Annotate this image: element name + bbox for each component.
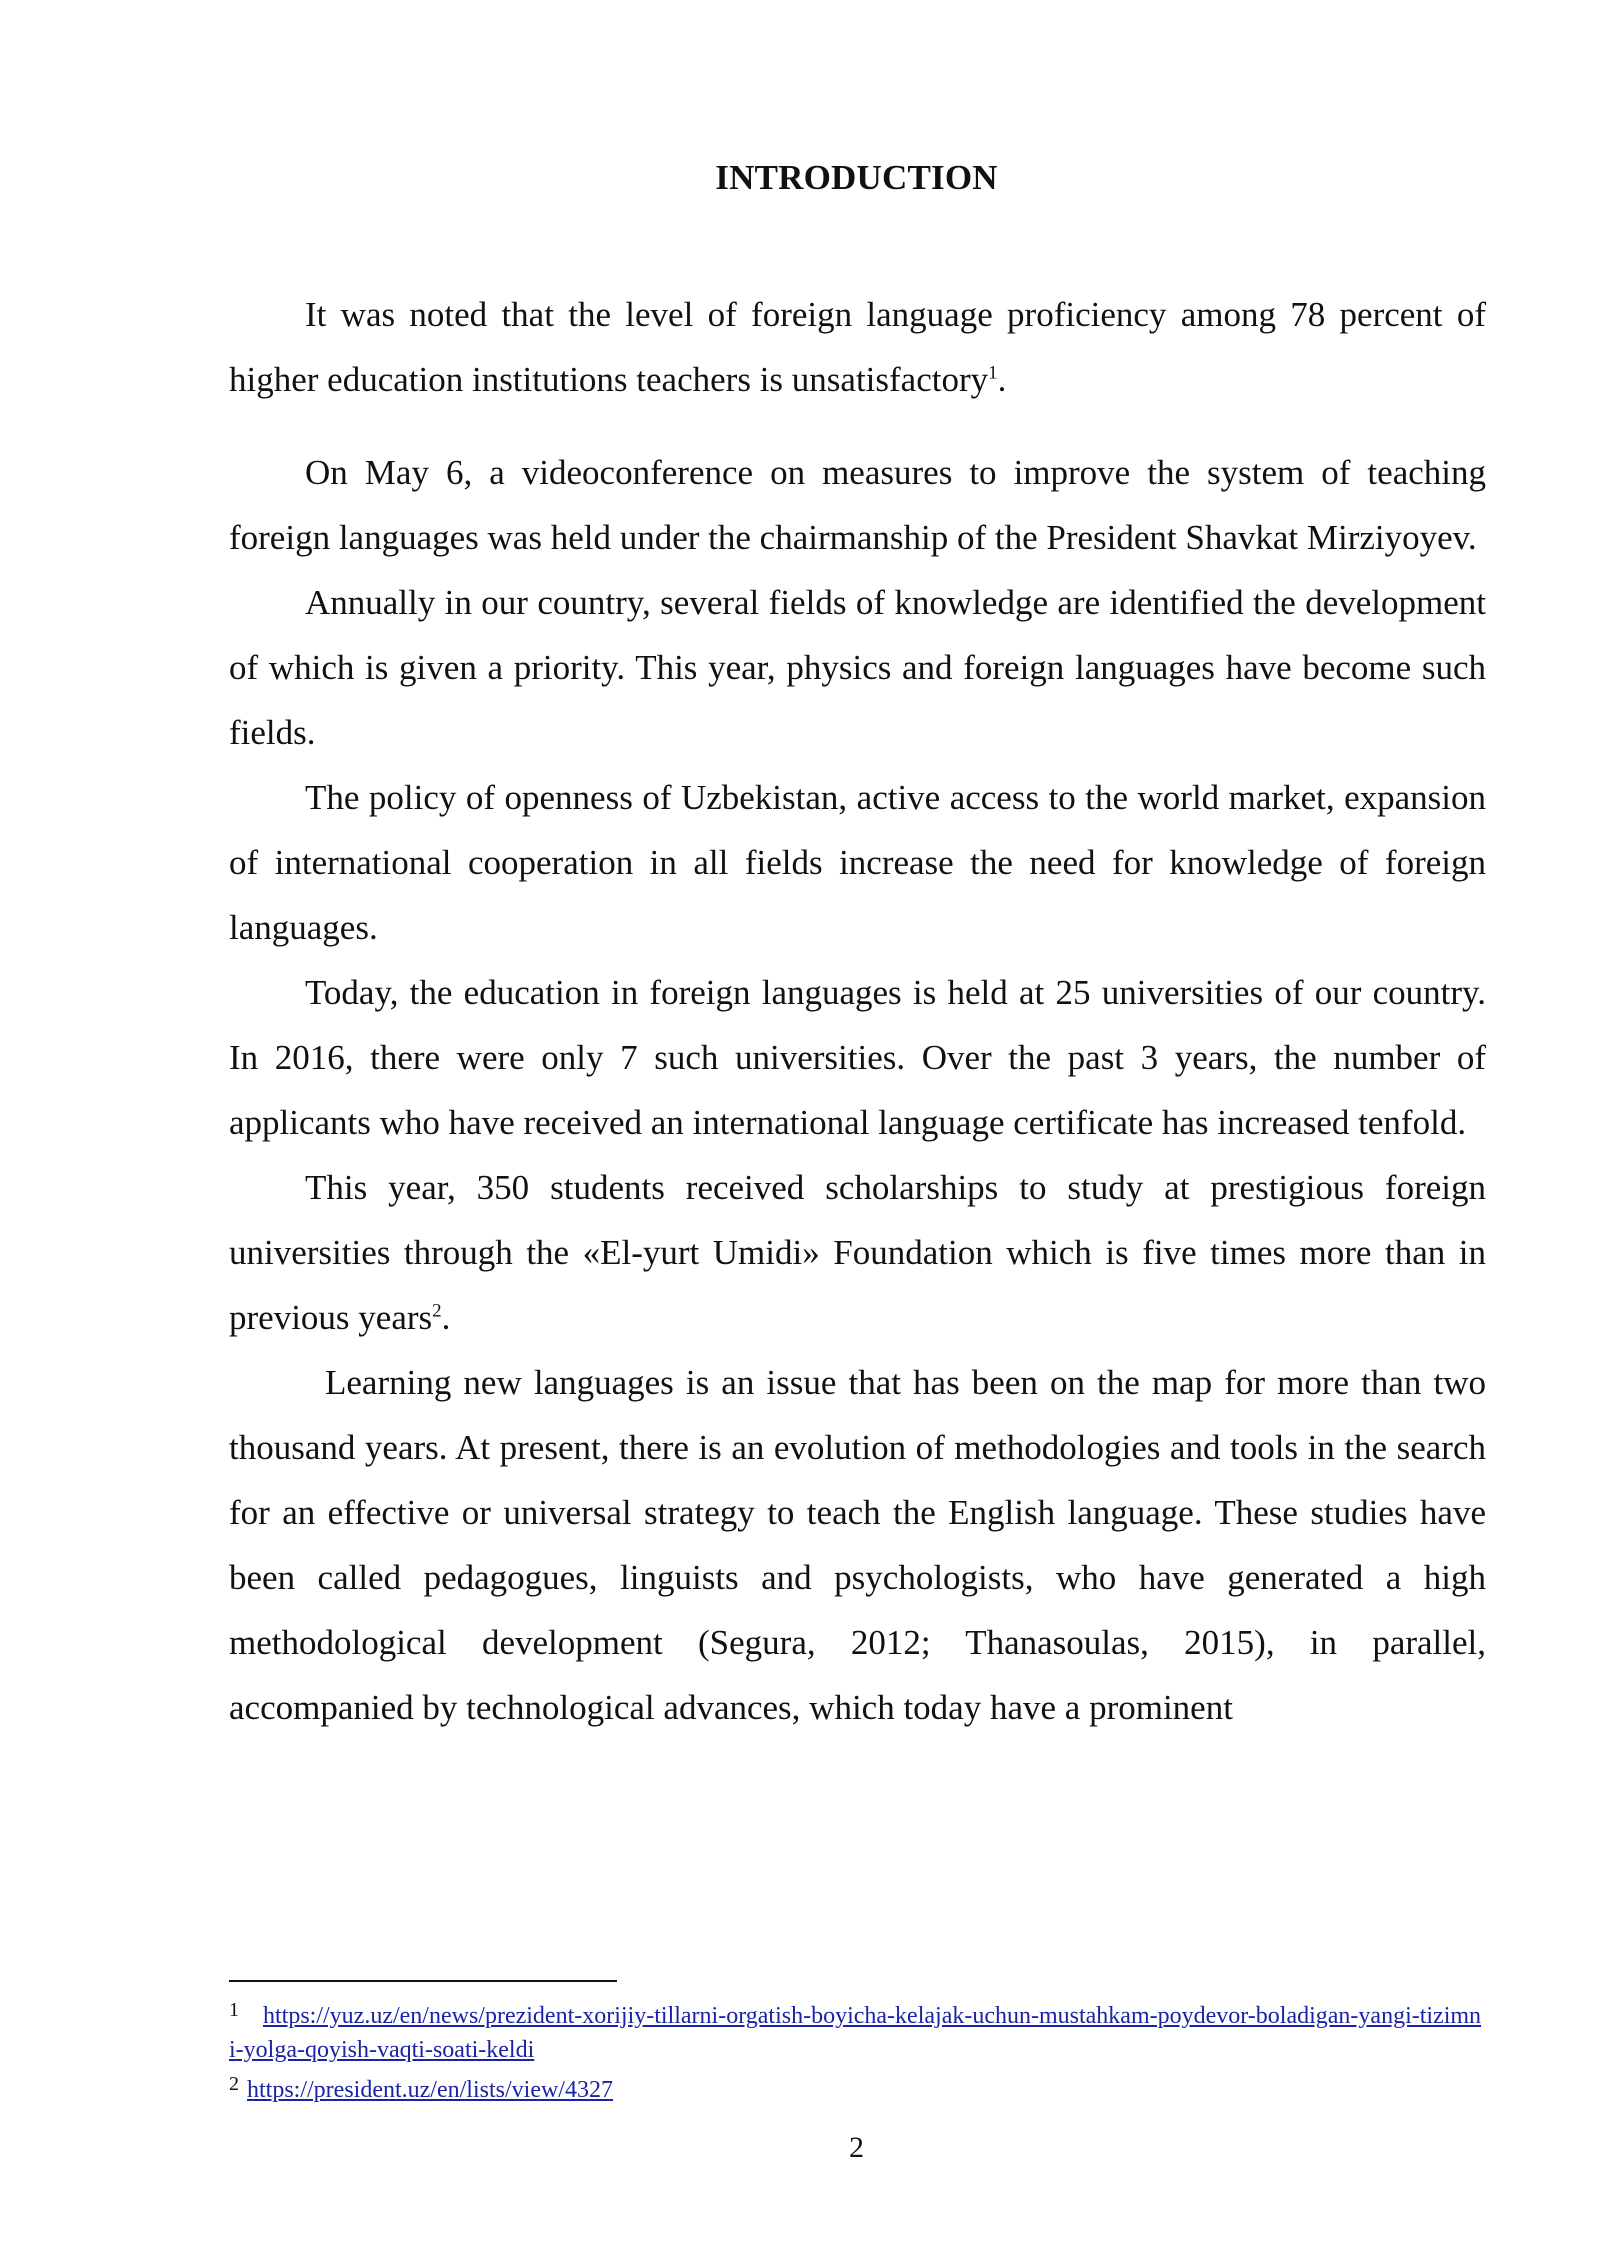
paragraph-4: The policy of openness of Uzbekistan, active access to the world market, expansion of international cooperation in all fields increase the need for knowledge of foreign languages. — [229, 778, 1486, 947]
paragraph-7: Learning new languages is an issue that has been on the map for more than two thousand years. At present, there is an evolution of methodologies and tools in the search for an effective or universal strategy to teach the English language. These studies have been called pedagogues, linguists and psychologists, who have generated a high methodological development (Segura, 2012; Thanasoulas, 2015), in parallel, accompanied by technological advances, which today have a prominent — [229, 1363, 1486, 1727]
paragraph-6 — [229, 1155, 1486, 1350]
footnote-2-mark: 2 — [229, 2073, 239, 2095]
paragraph-1-end: . — [997, 360, 1007, 399]
footnote-separator — [229, 1980, 617, 1982]
footnote-ref-2[interactable]: 2 — [432, 1300, 442, 1322]
footnote-1-mark: 1 — [229, 1999, 239, 2021]
page-number: 2 — [849, 2131, 864, 2164]
paragraph-6-text: This year, 350 students received scholarships to study at prestigious foreign universities through the «El-yurt Umidi» Foundation which is five times more than in previous years — [229, 1168, 1486, 1337]
paragraph-5: Today, the education in foreign languages is held at 25 universities of our country. In 2016, there were only 7 such universities. Over the past 3 years, the number of applicants who have received an international language certificate has increased tenfold. — [229, 973, 1486, 1142]
footnote-2-link[interactable]: https://president.uz/en/lists/view/4327 — [247, 2077, 613, 2103]
footnote-2 — [229, 2067, 1486, 2107]
footnote-ref-1[interactable]: 1 — [988, 362, 998, 384]
paragraph-1 — [229, 282, 1486, 412]
footnote-1-link[interactable]: https://yuz.uz/en/news/prezident-xorijiy-tillarni-orgatish-boyicha-kelajak-uchun-mustahkam-poydevor-boladigan-yangi-tizimni-yolga-qoyish-vaqti-soati-keldi — [229, 2003, 1482, 2063]
paragraph-3: Annually in our country, several fields of knowledge are identified the development of which is given a priority. This year, physics and foreign languages have become such fields. — [229, 583, 1486, 752]
paragraph-6-end: . — [441, 1298, 451, 1337]
footnote-1 — [229, 1993, 1486, 2067]
body-text — [229, 282, 1486, 1740]
page-heading: INTRODUCTION — [715, 158, 998, 197]
paragraph-2: On May 6, a videoconference on measures to improve the system of teaching foreign languages was held under the chairmanship of the President Shavkat Mirziyoyev. — [229, 453, 1486, 557]
paragraph-1-text: It was noted that the level of foreign language proficiency among 78 percent of higher education institutions teachers is unsatisfactory — [229, 295, 1486, 399]
footnotes — [229, 1993, 1486, 2107]
